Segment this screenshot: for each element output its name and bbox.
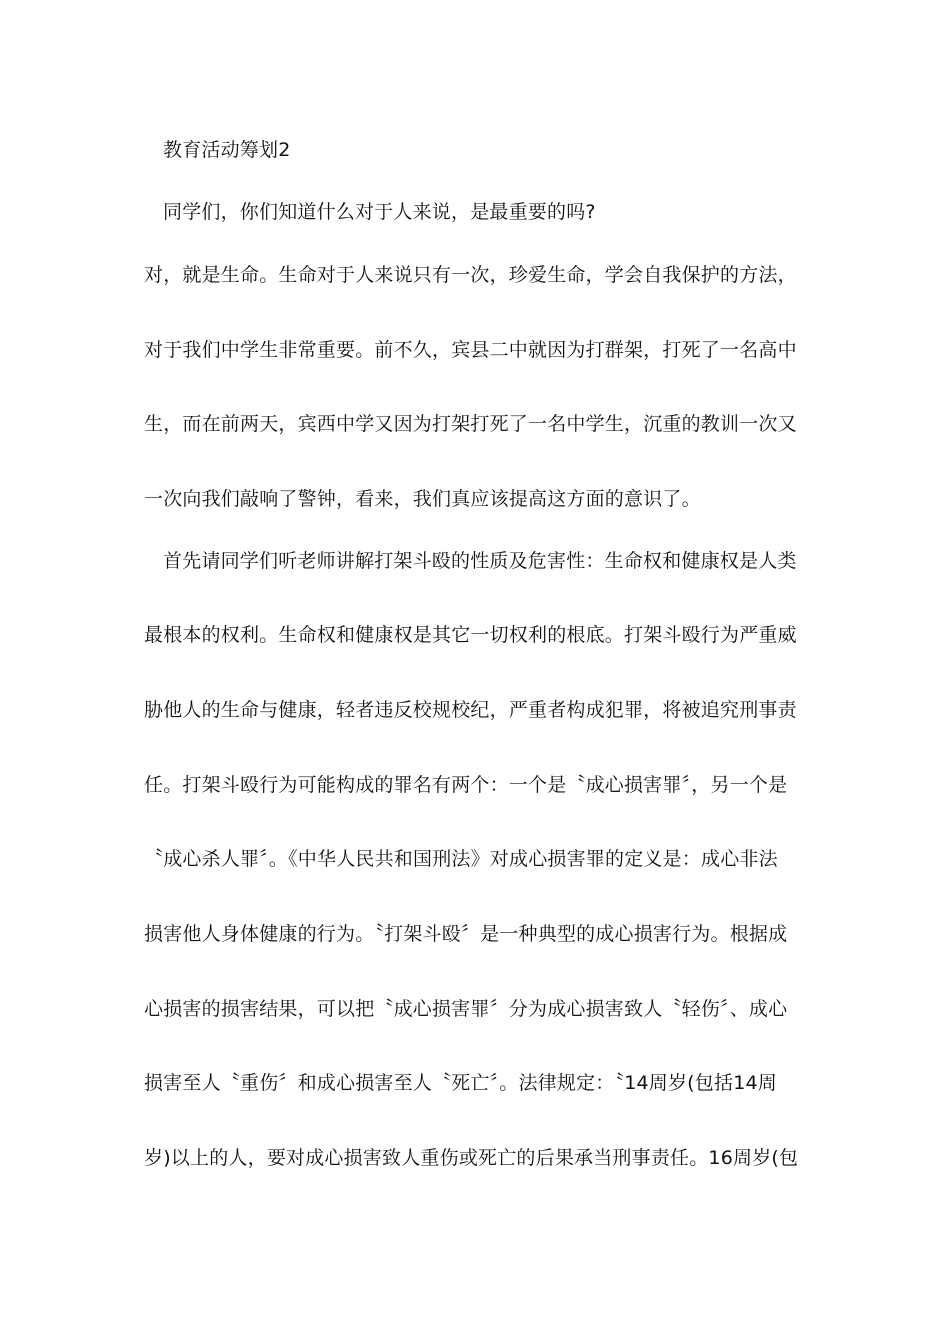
paragraph-line: 同学们，你们知道什么对于人来说，是最重要的吗? bbox=[163, 201, 596, 223]
paragraph-line: 对于我们中学生非常重要。前不久，宾县二中就因为打群架，打死了一名高中 bbox=[144, 339, 797, 361]
paragraph-line: 损害他人身体健康的行为。〝打架斗殴〞是一种典型的成心损害行为。根据成 bbox=[144, 923, 788, 945]
paragraph-line: 岁)以上的人，要对成心损害致人重伤或死亡的后果承当刑事责任。16周岁(包 bbox=[144, 1147, 799, 1169]
paragraph-line: 〝成心杀人罪〞。《中华人民共和国刑法》对成心损害罪的定义是：成心非法 bbox=[144, 848, 778, 870]
paragraph-line: 心损害的损害结果，可以把〝成心损害罪〞分为成心损害致人〝轻伤〞、成心 bbox=[144, 998, 788, 1020]
paragraph-line: 损害至人〝重伤〞和成心损害至人〝死亡〞。法律规定：〝14周岁(包括14周 bbox=[144, 1072, 777, 1094]
paragraph-line: 首先请同学们听老师讲解打架斗殴的性质及危害性：生命权和健康权是人类 bbox=[163, 550, 797, 572]
paragraph-line: 胁他人的生命与健康，轻者违反校规校纪，严重者构成犯罪，将被追究刑事责 bbox=[144, 699, 797, 721]
paragraph-line: 最根本的权利。生命权和健康权是其它一切权利的根底。打架斗殴行为严重威 bbox=[144, 624, 797, 646]
paragraph-line: 任。打架斗殴行为可能构成的罪名有两个：一个是〝成心损害罪〞，另一个是 bbox=[144, 774, 788, 796]
paragraph-line: 对，就是生命。生命对于人来说只有一次，珍爱生命，学会自我保护的方法， bbox=[144, 264, 797, 286]
paragraph-line: 一次向我们敲响了警钟，看来，我们真应该提高这方面的意识了。 bbox=[144, 488, 701, 510]
document-title: 教育活动筹划2 bbox=[163, 139, 291, 161]
paragraph-line: 生，而在前两天，宾西中学又因为打架打死了一名中学生，沉重的教训一次又 bbox=[144, 413, 797, 435]
